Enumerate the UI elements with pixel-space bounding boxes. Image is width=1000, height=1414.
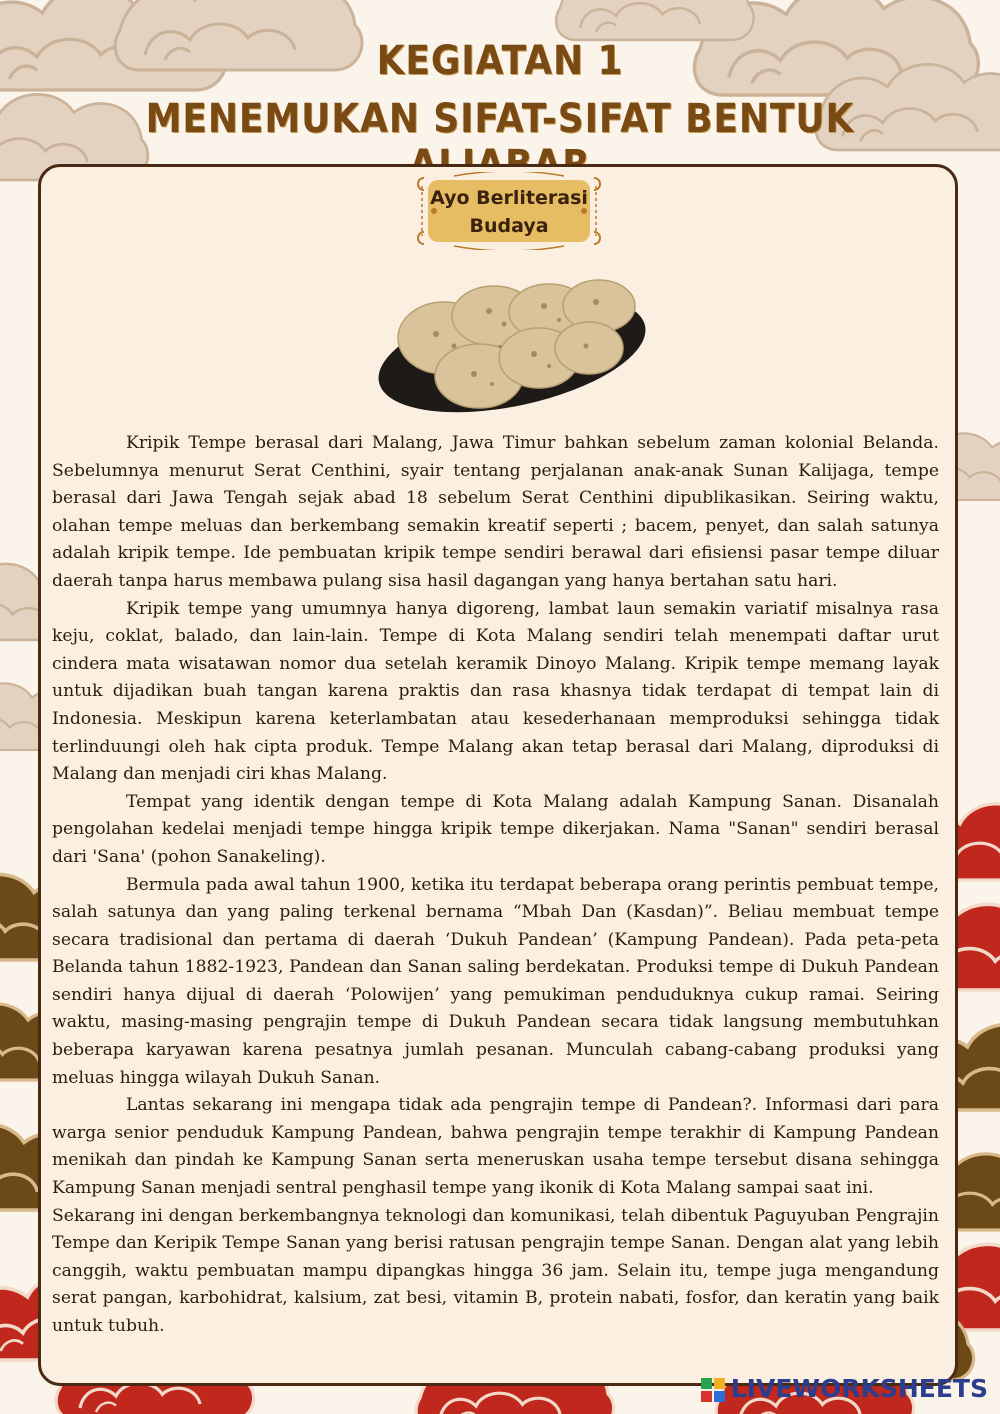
kripik-tempe-plate-image <box>374 266 650 416</box>
badge-line1: Ayo Berliterasi <box>430 187 588 209</box>
paragraph-4: Bermula pada awal tahun 1900, ketika itu terdapat beberapa orang perintis pembuat tempe, salah satunya dan yang paling terkenal bernama “Mbah Dan (Kasdan)”. Beliau membuat tempe secara tradisional dan pertama di daerah ‘Dukuh Pandean’ (Kampung Pandean). Pada peta-peta Belanda tahun 1882-1923, Pandean dan Sanan saling berdekatan. Produksi tempe di Dukuh Pandean sendiri hanya dijual di daerah ‘Polowijen’ yang pemukiman penduduknya cukup ramai. Seiring waktu, masing-masing pengrajin tempe di Dukuh Pandean secara tidak langsung membutuhkan beberapa karyawan karena pesatnya jumlah pesanan. Munculah cabang-cabang produksi yang meluas hingga wilayah Dukuh Sanan. <box>52 874 939 1088</box>
page-title-line2: MENEMUKAN SIFAT-SIFAT BENTUK <box>145 96 855 142</box>
page-title-line1: KEGIATAN 1 <box>376 38 624 84</box>
paragraph-6: Sekarang ini dengan berkembangnya teknologi dan komunikasi, telah dibentuk Paguyuban Pengrajin Tempe dan Keripik Tempe Sanan yang berisi ratusan pengrajin tempe Sanan. Dengan alat yang lebih canggih, waktu pembuatan mampu dipangkas hingga 36 jam. Selain itu, tempe juga mengandung serat pangan, karbohidrat, kalsium, zat besi, vitamin B, protein nabati, fosfor, dan keratin yang baik untuk tubuh. <box>52 1205 939 1336</box>
liveworksheets-watermark <box>731 1374 988 1403</box>
paragraph-3: Tempat yang identik dengan tempe di Kota Malang adalah Kampung Sanan. Disanalah pengolahan kedelai menjadi tempe hingga kripik tempe dikerjakan. Nama "Sanan" sendiri berasal dari 'Sana' (pohon Sanakeling). <box>52 791 939 867</box>
watermark-text: LIVEWORKSHEETS <box>730 1374 988 1403</box>
liveworksheets-logo-icon <box>701 1378 725 1402</box>
paragraph-1: Kripik Tempe berasal dari Malang, Jawa Timur bahkan sebelum zaman kolonial Belanda. Sebelumnya menurut Serat Centhini, syair tentang perjalanan anak-anak Sunan Kalijaga, tempe berasal dari Jawa Tengah sejak abad 18 sebelum Serat Centhini dipublikasikan. Seiring waktu, olahan tempe meluas dan berkembang semakin kreatif seperti ; bacem, penyet, dan salah satunya adalah kripik tempe. Ide pembuatan kripik tempe sendiri berawal dari efisiensi pasar tempe diluar daerah tanpa harus membawa pulang sisa hasil dagangan yang hanya bertahan satu hari. <box>52 433 939 591</box>
paragraph-5: Lantas sekarang ini mengapa tidak ada pengrajin tempe di Pandean?. Informasi dari para warga senior penduduk Kampung Pandean, bahwa pengrajin tempe terakhir di Kampung Pandean menikah dan pindah ke Kampung Sanan serta meneruskan usaha tempe tersebut disana sehingga Kampung Sanan menjadi sentral penghasil tempe yang ikonik di Kota Malang sampai saat ini. <box>52 1095 939 1199</box>
paragraph-2: Kripik tempe yang umumnya hanya digoreng, lambat laun semakin variatif misalnya rasa keju, coklat, balado, dan lain-lain. Tempe di Kota Malang sendiri telah menempati daftar urut cindera mata wisatawan nomor dua setelah keramik Dinoyo Malang. Kripik tempe memang layak untuk dijadikan buah tangan karena praktis dan rasa khasnya tidak terdapat di tempat lain di Indonesia. Meskipun karena keterlambatan atau kesederhanaan memproduksi sehingga tidak terlinduungi oleh hak cipta produk. Tempe Malang akan tetap berasal dari Malang, diproduksi di Malang dan menjadi ciri khas Malang. <box>52 598 939 785</box>
article-body <box>52 430 939 1341</box>
badge-line2: Budaya <box>469 215 549 237</box>
literacy-badge <box>414 172 604 250</box>
